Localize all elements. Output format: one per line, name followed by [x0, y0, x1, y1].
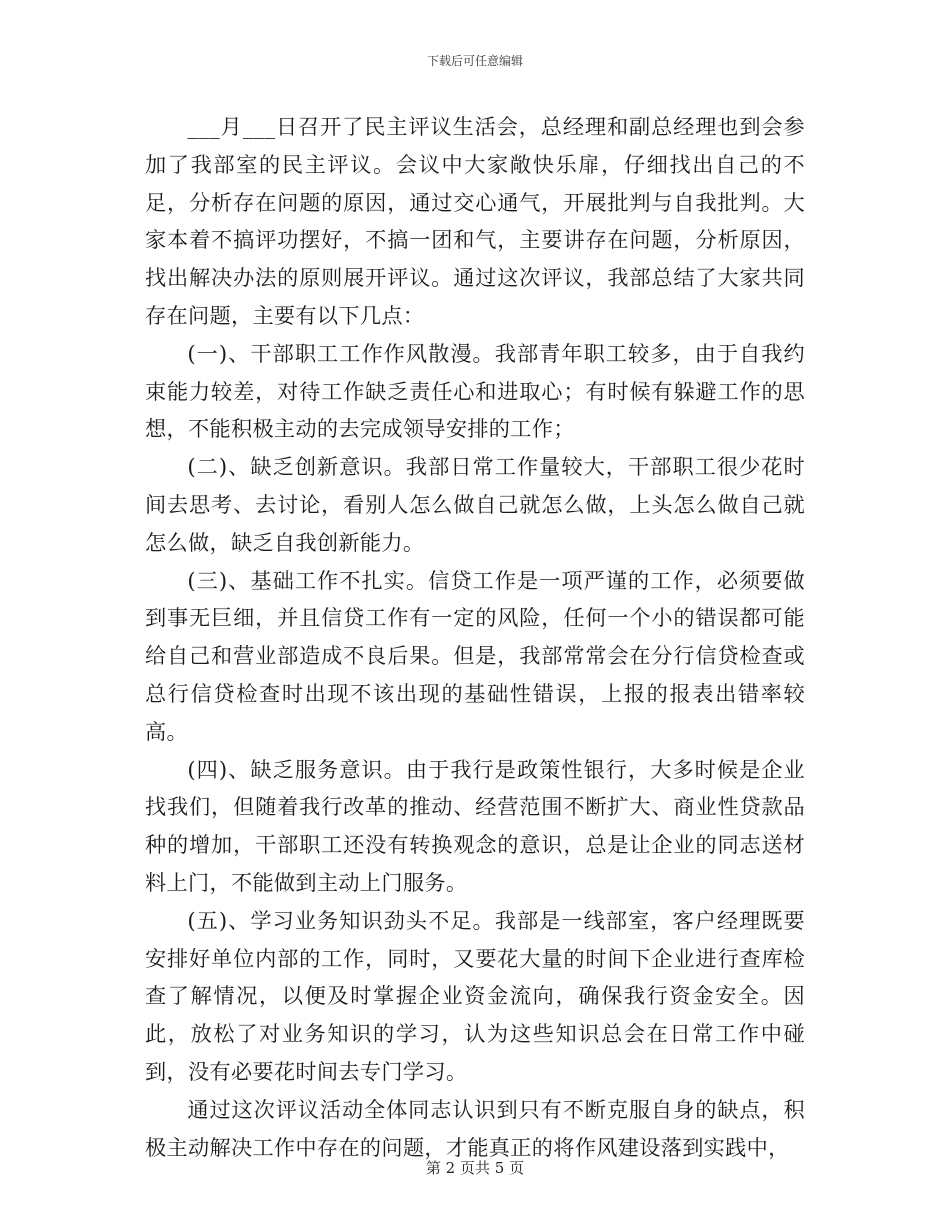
paragraph-item-4: (四)、缺乏服务意识。由于我行是政策性银行，大多时候是企业找我们，但随着我行改革的推动、经营范围不断扩大、商业性贷款品种的增加，干部职工还没有转换观念的意识，总是让企业的同志送材料上门，不能做到主动上门服务。 [145, 756, 805, 895]
paragraph-conclusion: 通过这次评议活动全体同志认识到只有不断克服自身的缺点，积极主动解决工作中存在的问题，才能真正的将作风建设落到实践中， [145, 1096, 805, 1160]
page-number: 第 2 页共 5 页 [425, 1159, 525, 1177]
document-body [145, 108, 805, 1166]
paragraph-item-2: (二)、缺乏创新意识。我部日常工作量较大，干部职工很少花时间去思考、去讨论，看别人怎么做自己就怎么做，上头怎么做自己就怎么做，缺乏自我创新能力。 [145, 454, 805, 555]
page-header-note: 下载后可任意编辑 [426, 54, 523, 68]
paragraph-item-3: (三)、基础工作不扎实。信贷工作是一项严谨的工作，必须要做到事无巨细，并且信贷工作有一定的风险，任何一个小的错误都可能给自己和营业部造成不良后果。但是，我部常常会在分行信贷检查或总行信贷检查时出现不该出现的基础性错误，上报的报表出错率较高。 [145, 567, 805, 744]
paragraph-item-5: (五)、学习业务知识劲头不足。我部是一线部室，客户经理既要安排好单位内部的工作，同时，又要花大量的时间下企业进行查库检查了解情况，以便及时掌握企业资金流向，确保我行资金安全。因此，放松了对业务知识的学习，认为这些知识总会在日常工作中碰到，没有必要花时间去专门学习。 [145, 907, 805, 1084]
paragraph-intro: ___月___日召开了民主评议生活会，总经理和副总经理也到会参加了我部室的民主评议。会议中大家敞快乐扉，仔细找出自己的不足，分析存在问题的原因，通过交心通气，开展批判与自我批判。大家本着不搞评功摆好，不搞一团和气，主要讲存在问题，分析原因，找出解决办法的原则展开评议。通过这次评议，我部总结了大家共同存在问题，主要有以下几点： [145, 114, 805, 328]
paragraph-item-1: (一)、干部职工工作作风散漫。我部青年职工较多，由于自我约束能力较差，对待工作缺乏责任心和进取心；有时候有躲避工作的思想，不能积极主动的去完成领导安排的工作； [145, 340, 805, 442]
